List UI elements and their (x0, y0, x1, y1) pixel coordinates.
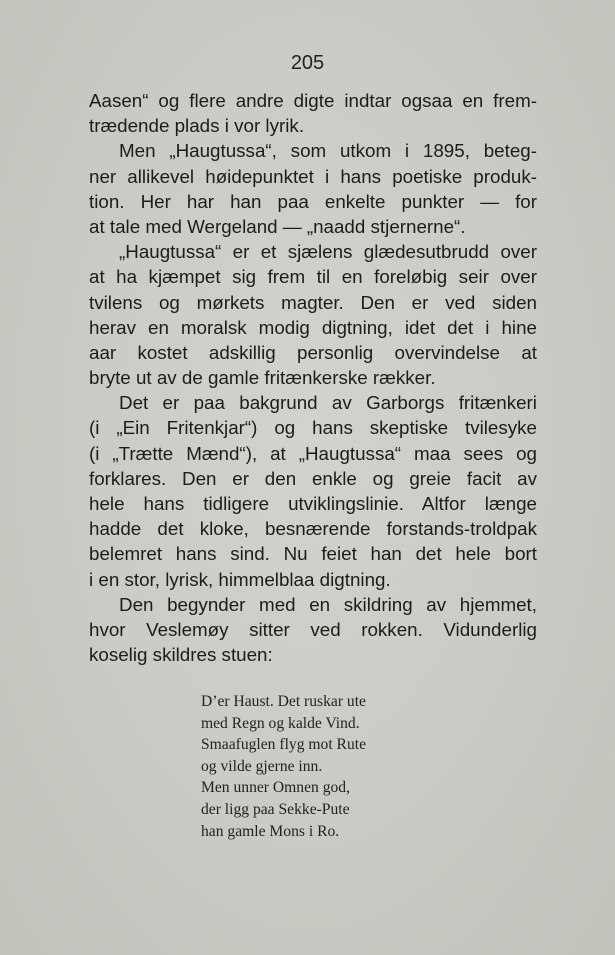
text-line: forklares. Den er den enkle og greie facit av (89, 467, 537, 489)
text-line: ner allikevel høidepunktet i hans poetiske produk- (89, 165, 537, 187)
text-line: koselig skildres stuen: (89, 644, 273, 666)
poem-block (201, 691, 366, 842)
text-line: (i „Trætte Mænd“), at „Haugtussa“ maa sees og (89, 442, 537, 464)
text-line: herav en moralsk modig digtning, idet det i hine (89, 316, 537, 338)
poem-line: Men unner Omnen god, (201, 779, 350, 797)
poem-line: og vilde gjerne inn. (201, 757, 323, 775)
text-line: hadde det kloke, besnærende forstands-troldpak (89, 518, 537, 540)
text-line: „Haugtussa“ er et sjælens glædesutbrudd over (119, 241, 537, 263)
poem-line: D’er Haust. Det ruskar ute (201, 693, 366, 710)
text-line: hvor Veslemøy sitter ved rokken. Vidunderlig (89, 618, 537, 640)
text-line: Men „Haugtussa“, som utkom i 1895, beteg- (119, 140, 537, 162)
text-line: i en stor, lyrisk, himmelblaa digtning. (89, 568, 391, 590)
poem-line: Smaafuglen flyg mot Rute (201, 736, 367, 754)
text-line: Aasen“ og flere andre digte indtar ogsaa en frem- (89, 90, 537, 111)
text-line: aar kostet adskillig personlig overvindelse at (89, 341, 537, 363)
text-line: at tale med Wergeland — „naadd stjernerne“. (89, 215, 466, 237)
text-line: (i „Ein Fritenkjar“) og hans skeptiske tvilesyke (89, 417, 537, 439)
text-line: tvilens og mørkets magter. Den er ved siden (89, 291, 537, 313)
text-line: Det er paa bakgrund av Garborgs fritænkeri (119, 392, 537, 414)
text-line: hele hans tidligere utviklingslinie. Altfor længe (89, 493, 537, 514)
text-line: bryte ut av de gamle fritænkerske rækker. (89, 367, 436, 389)
poem-line: han gamle Mons i Ro. (201, 822, 340, 840)
poem-line: med Regn og kalde Vind. (201, 714, 360, 732)
page-number: 205 (290, 52, 325, 74)
text-line: belemret hans sind. Nu feiet han det hele bort (89, 543, 537, 565)
text-line: Den begynder med en skildring av hjemmet, (119, 593, 537, 615)
poem-line: der ligg paa Sekke-Pute (201, 800, 350, 818)
text-line: at ha kjæmpet sig frem til en foreløbig seir over (89, 266, 537, 288)
text-line: tion. Her har han paa enkelte punkter — for (89, 190, 537, 212)
text-line: trædende plads i vor lyrik. (89, 115, 305, 137)
body-text (89, 88, 537, 667)
